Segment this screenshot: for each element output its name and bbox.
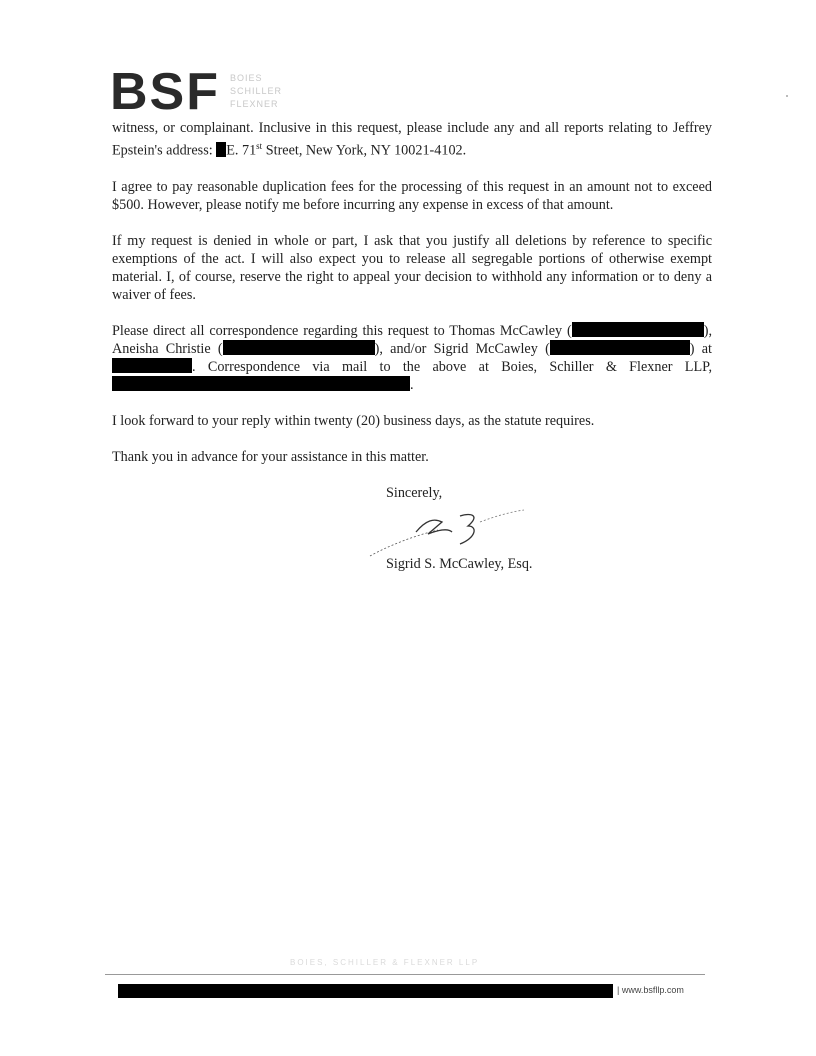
logo-sub-line-3: FLEXNER xyxy=(230,99,279,109)
address-text: E. 71 xyxy=(226,142,257,159)
footer-url: | www.bsfllp.com xyxy=(617,985,684,995)
logo-sub-line-2: SCHILLER xyxy=(230,86,283,96)
paragraph-text: ) at xyxy=(689,340,713,357)
logo-subtext xyxy=(230,72,282,111)
scan-speck xyxy=(786,95,788,97)
redaction-box xyxy=(550,340,690,355)
paragraph-thanks: Thank you in advance for your assistance in this matter. xyxy=(112,448,429,465)
redaction-box xyxy=(572,322,704,337)
signer-name: Sigrid S. McCawley, Esq. xyxy=(386,556,533,572)
paragraph-address-request xyxy=(112,119,712,160)
paragraph-text: witness, or complainant. Inclusive in this request, please include any and all reports relating to Jeffrey Epstein's address: xyxy=(112,120,712,159)
redaction-box xyxy=(223,340,375,355)
paragraph-fees: I agree to pay reasonable duplication fees for the processing of this request in an amount not to exceed $500. However, please notify me before incurring any expense in excess of that amount. xyxy=(112,178,712,213)
ordinal-suffix: st xyxy=(256,141,263,151)
closing-salutation: Sincerely, xyxy=(386,485,443,501)
paragraph-denial: If my request is denied in whole or part, I ask that you justify all deletions by reference to specific exemptions of the act. I will also expect you to release all segregable portions of otherwise exempt material. I, of course, reserve the right to appeal your decision to withhold any information or to deny a waiver of fees. xyxy=(112,232,712,303)
paragraph-text: . xyxy=(410,376,414,393)
handwritten-signature xyxy=(368,508,528,560)
paragraph-correspondence xyxy=(112,322,712,394)
paragraph-reply: I look forward to your reply within twenty (20) business days, as the statute requires. xyxy=(112,412,595,429)
footer-divider xyxy=(105,974,705,975)
footer-firm-name: BOIES, SCHILLER & FLEXNER LLP xyxy=(290,958,480,967)
logo-mark: BSF xyxy=(110,63,220,121)
redaction-box xyxy=(112,358,192,373)
redaction-box xyxy=(216,142,226,157)
address-text-end: Street, New York, NY 10021-4102. xyxy=(262,142,467,159)
bsf-logo xyxy=(110,63,283,121)
paragraph-text: Please direct all correspondence regarding this request to Thomas McCawley ( xyxy=(112,322,572,339)
footer-redaction-box xyxy=(118,984,613,998)
logo-sub-line-1: BOIES xyxy=(230,73,263,83)
paragraph-text: ), and/or Sigrid McCawley ( xyxy=(374,340,550,357)
redaction-box xyxy=(112,376,410,391)
letter-body xyxy=(112,119,712,484)
paragraph-text: . Correspondence via mail to the above at Boies, Schiller & Flexner LLP, xyxy=(192,358,712,375)
paragraph-text: ), Aneisha Christie ( xyxy=(112,322,712,357)
